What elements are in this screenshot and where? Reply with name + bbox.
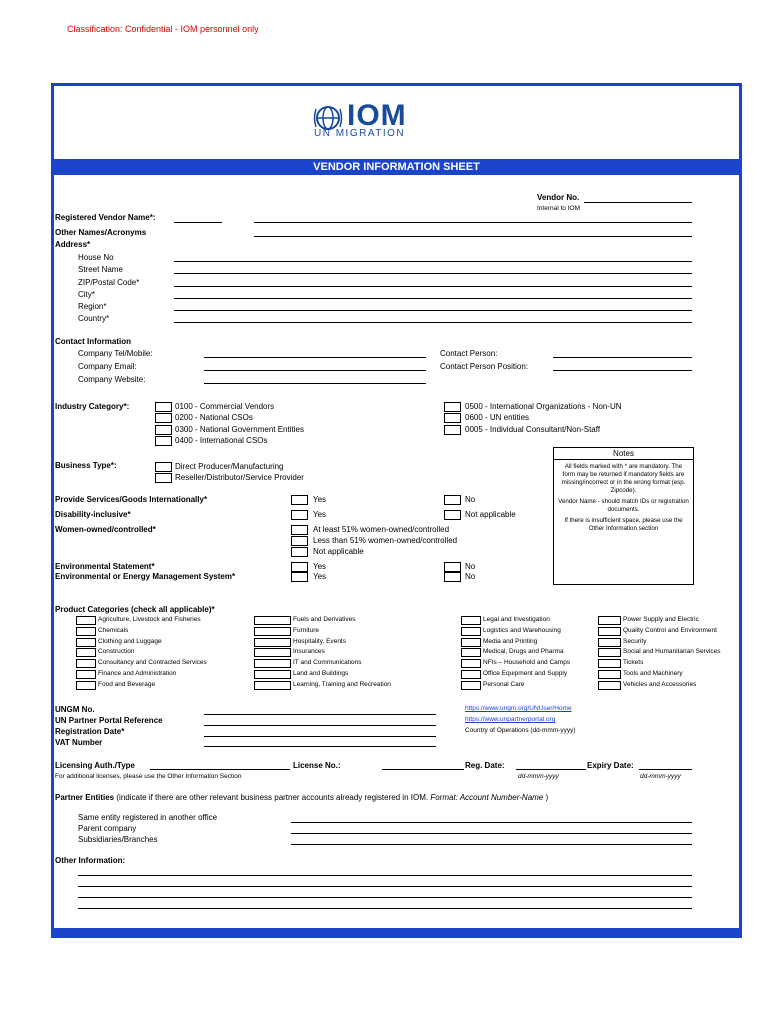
address-region-label: Region* xyxy=(78,302,107,311)
industry-0600-checkbox[interactable] xyxy=(444,413,461,423)
product-label: Land and Buildings xyxy=(293,670,349,677)
address-zip-field[interactable] xyxy=(174,286,692,287)
product-checkbox[interactable] xyxy=(76,659,96,668)
product-checkbox[interactable] xyxy=(461,627,481,636)
company-tel-field[interactable] xyxy=(204,357,426,358)
disability-na-checkbox[interactable] xyxy=(444,510,461,520)
logo-subtitle: UN MIGRATION xyxy=(314,128,406,139)
product-label: Logistics and Warehousing xyxy=(483,627,561,634)
product-checkbox[interactable] xyxy=(461,681,481,690)
product-checkbox[interactable] xyxy=(461,659,481,668)
portal-link[interactable]: https://www.unpartnerportal.org xyxy=(465,716,556,723)
industry-0300-label: 0300 - National Government Entities xyxy=(175,425,304,434)
address-house-label: House No xyxy=(78,253,114,262)
industry-0300-checkbox[interactable] xyxy=(155,425,172,435)
reg-date-field[interactable] xyxy=(204,736,436,737)
industry-0005-checkbox[interactable] xyxy=(444,425,461,435)
industry-0400-label: 0400 - International CSOs xyxy=(175,436,268,445)
partner-entities-text xyxy=(55,793,548,802)
product-checkbox[interactable] xyxy=(461,616,481,625)
company-website-field[interactable] xyxy=(204,383,426,384)
business-producer-label: Direct Producer/Manufacturing xyxy=(175,462,284,471)
product-checkbox[interactable] xyxy=(598,616,621,625)
product-checkbox[interactable] xyxy=(461,648,481,657)
intl-yes-label: Yes xyxy=(313,495,327,504)
partner-entities-format: Format: Account Number-Name xyxy=(430,793,544,802)
company-email-label: Company Email: xyxy=(78,362,137,371)
form-title: VENDOR INFORMATION SHEET xyxy=(54,159,739,175)
notes-mandatory: All fields marked with * are mandatory. The form may be returned if mandatory fields are missing/incorrect or in the wrong format (esp. Zipcode). xyxy=(561,463,686,494)
product-checkbox[interactable] xyxy=(254,638,291,647)
product-label: Clothing and Luggage xyxy=(98,638,162,645)
partner-parent-label: Parent company xyxy=(78,824,137,833)
other-info-line-1[interactable] xyxy=(78,875,692,876)
product-checkbox[interactable] xyxy=(598,670,621,679)
disability-na-label: Not applicable xyxy=(465,510,516,519)
product-label: Hospitality, Events xyxy=(293,638,346,645)
product-label: Quality Control and Environment xyxy=(623,627,717,634)
product-label: Office Equipment and Supply xyxy=(483,670,568,677)
env-statement-yes-label: Yes xyxy=(313,562,327,571)
reg-date-label: Registration Date* xyxy=(55,727,125,736)
product-label: Legal and Investigation xyxy=(483,616,550,623)
women-less51-label: Less than 51% women-owned/controlled xyxy=(313,536,458,545)
other-names-field[interactable] xyxy=(254,236,692,237)
disability-yes-checkbox[interactable] xyxy=(291,510,308,520)
product-label: NFIs – Household and Camps xyxy=(483,659,571,666)
contact-heading: Contact Information xyxy=(55,337,131,346)
expiry-date-label: Expiry Date: xyxy=(587,761,634,770)
footer-bar xyxy=(54,928,739,935)
product-label: Finance and Administration xyxy=(98,670,177,677)
product-checkbox[interactable] xyxy=(254,616,291,625)
product-checkbox[interactable] xyxy=(598,627,621,636)
disability-yes-label: Yes xyxy=(313,510,327,519)
industry-0200-checkbox[interactable] xyxy=(155,413,172,423)
product-checkbox[interactable] xyxy=(76,638,96,647)
product-checkbox[interactable] xyxy=(254,627,291,636)
product-checkbox[interactable] xyxy=(76,616,96,625)
address-street-field[interactable] xyxy=(174,273,692,274)
country-operations-label: Country of Operations (dd-mmm-yyyy) xyxy=(465,727,576,734)
other-info-line-3[interactable] xyxy=(78,897,692,898)
women-na-label: Not applicable xyxy=(313,547,364,556)
product-label: Chemicals xyxy=(98,627,129,634)
product-checkbox[interactable] xyxy=(598,659,621,668)
partner-entities-title: Partner Entities xyxy=(55,793,115,802)
women-na-checkbox[interactable] xyxy=(291,547,308,557)
product-checkbox[interactable] xyxy=(598,648,621,657)
product-checkbox[interactable] xyxy=(76,670,96,679)
expiry-date-format: dd-mmm-yyyy xyxy=(640,773,681,780)
notes-box xyxy=(553,447,694,585)
reg-date-lic-field[interactable] xyxy=(516,769,586,770)
contact-position-label: Contact Person Position: xyxy=(440,362,529,371)
vendor-no-label: Vendor No. xyxy=(537,193,580,202)
contact-person-label: Contact Person: xyxy=(440,349,498,358)
product-checkbox[interactable] xyxy=(461,670,481,679)
company-email-field[interactable] xyxy=(204,370,426,371)
business-type-label: Business Type*: xyxy=(55,461,117,470)
other-info-label: Other Information: xyxy=(55,856,126,865)
env-statement-no-label: No xyxy=(465,562,476,571)
licensing-auth-field[interactable] xyxy=(150,769,290,770)
industry-0400-checkbox[interactable] xyxy=(155,436,172,446)
industry-0500-label: 0500 - International Organizations - Non-UN xyxy=(465,402,622,411)
industry-0500-checkbox[interactable] xyxy=(444,402,461,412)
env-statement-no-checkbox[interactable] xyxy=(444,562,461,572)
product-label: Power Supply and Electric xyxy=(623,616,699,623)
product-checkbox[interactable] xyxy=(254,681,291,690)
address-city-label: City* xyxy=(78,290,95,299)
env-system-no-checkbox[interactable] xyxy=(444,572,461,582)
address-country-label: Country* xyxy=(78,314,110,323)
industry-0100-label: 0100 - Commercial Vendors xyxy=(175,402,275,411)
vat-label: VAT Number xyxy=(55,738,103,747)
product-checkbox[interactable] xyxy=(76,627,96,636)
portal-label: UN Partner Portal Reference xyxy=(55,716,163,725)
partner-entities-close: ) xyxy=(545,793,549,802)
product-checkbox[interactable] xyxy=(598,638,621,647)
product-categories-label: Product Categories (check all applicable)* xyxy=(55,605,215,614)
women-51plus-checkbox[interactable] xyxy=(291,525,308,535)
industry-0100-checkbox[interactable] xyxy=(155,402,172,412)
industry-0200-label: 0200 - National CSOs xyxy=(175,413,253,422)
industry-0600-label: 0600 - UN entities xyxy=(465,413,530,422)
expiry-date-field[interactable] xyxy=(639,769,692,770)
portal-field[interactable] xyxy=(204,725,436,726)
company-tel-label: Company Tel/Mobile: xyxy=(78,349,153,358)
business-producer-checkbox[interactable] xyxy=(155,462,172,472)
intl-no-label: No xyxy=(465,495,476,504)
contact-position-field[interactable] xyxy=(553,370,692,371)
product-label: Tools and Machinery xyxy=(623,670,683,677)
address-house-field[interactable] xyxy=(174,261,692,262)
product-checkbox[interactable] xyxy=(76,681,96,690)
address-region-field[interactable] xyxy=(174,310,692,311)
product-label: Personal Care xyxy=(483,681,525,688)
contact-person-field[interactable] xyxy=(553,357,692,358)
partner-same-entity-label: Same entity registered in another office xyxy=(78,813,218,822)
women-less51-checkbox[interactable] xyxy=(291,536,308,546)
other-names-label: Other Names/Acronyms xyxy=(55,228,147,237)
product-label: Construction xyxy=(98,648,135,655)
partner-subsidiaries-field[interactable] xyxy=(291,844,692,845)
address-zip-label: ZIP/Postal Code* xyxy=(78,278,140,287)
partner-parent-field[interactable] xyxy=(291,833,692,834)
env-system-yes-checkbox[interactable] xyxy=(291,572,308,582)
disability-label: Disability-inclusive* xyxy=(55,510,131,519)
product-label: Fuels and Derivatives xyxy=(293,616,356,623)
product-label: Vehicles and Accessories xyxy=(623,681,697,688)
women-owned-label: Women-owned/controlled* xyxy=(55,525,156,534)
notes-space: If there is insufficient space, please use the Other Information section xyxy=(564,517,683,532)
product-label: Medical, Drugs and Pharma xyxy=(483,648,564,655)
industry-0005-label: 0005 - Individual Consultant/Non-Staff xyxy=(465,425,601,434)
product-label: Agriculture, Livestock and Fisheries xyxy=(98,616,201,623)
reg-date-format: dd-mmm-yyyy xyxy=(518,773,559,780)
classification-label: Classification: Confidential - IOM personnel only xyxy=(67,24,259,34)
env-system-label: Environmental or Energy Management System* xyxy=(55,572,236,581)
product-checkbox[interactable] xyxy=(254,659,291,668)
product-label: Insurances xyxy=(293,648,325,655)
vendor-no-field[interactable] xyxy=(584,202,692,203)
partner-subsidiaries-label: Subsidiaries/Branches xyxy=(78,835,158,844)
product-label: Security xyxy=(623,638,647,645)
partner-entities-desc: (indicate if there are other relevant business partner accounts already registered in IOM. xyxy=(116,793,429,802)
product-label: Learning, Training and Recreation xyxy=(293,681,391,688)
env-system-no-label: No xyxy=(465,572,476,581)
product-checkbox[interactable] xyxy=(461,638,481,647)
address-city-field[interactable] xyxy=(174,298,692,299)
product-label: Food and Beverage xyxy=(98,681,156,688)
notes-vendor-name: Vendor Name - should match IDs or registration documents. xyxy=(558,498,689,513)
other-info-line-2[interactable] xyxy=(78,886,692,887)
vat-field[interactable] xyxy=(204,746,436,747)
env-statement-yes-checkbox[interactable] xyxy=(291,562,308,572)
product-label: Consultancy and Contracted Services xyxy=(98,659,207,666)
registered-name-short-field[interactable] xyxy=(174,222,222,223)
product-checkbox[interactable] xyxy=(598,681,621,690)
ungm-link[interactable]: https://www.ungm.org/UNUser/Home xyxy=(465,705,572,712)
product-checkbox[interactable] xyxy=(254,670,291,679)
product-label: Media and Printing xyxy=(483,638,538,645)
registered-name-label: Registered Vendor Name*: xyxy=(55,213,156,222)
industry-label: Industry Category*: xyxy=(55,402,130,411)
other-info-line-4[interactable] xyxy=(78,908,692,909)
reg-date-lic-label: Reg. Date: xyxy=(465,761,505,770)
business-reseller-checkbox[interactable] xyxy=(155,473,172,483)
vendor-no-note: Internal to IOM xyxy=(537,205,580,212)
address-label: Address* xyxy=(55,240,91,249)
product-label: Furniture xyxy=(293,627,320,634)
women-51plus-label: At least 51% women-owned/controlled xyxy=(313,525,450,534)
ungm-label: UNGM No. xyxy=(55,705,95,714)
license-no-label: License No.: xyxy=(293,761,341,770)
licensing-note: For additional licenses, please use the Other Information Section xyxy=(55,773,242,780)
intl-no-checkbox[interactable] xyxy=(444,495,461,505)
env-system-yes-label: Yes xyxy=(313,572,327,581)
business-reseller-label: Reseller/Distributor/Service Provider xyxy=(175,473,304,482)
product-label: Tickets xyxy=(623,659,644,666)
partner-same-entity-field[interactable] xyxy=(291,822,692,823)
product-checkbox[interactable] xyxy=(76,648,96,657)
intl-label: Provide Services/Goods Internationally* xyxy=(55,495,208,504)
registered-name-field[interactable] xyxy=(254,222,692,223)
intl-yes-checkbox[interactable] xyxy=(291,495,308,505)
address-street-label: Street Name xyxy=(78,265,123,274)
company-website-label: Company Website: xyxy=(78,375,146,384)
ungm-field[interactable] xyxy=(204,714,436,715)
product-label: Social and Humanitarian Services xyxy=(623,648,721,655)
address-country-field[interactable] xyxy=(174,322,692,323)
licensing-auth-label: Licensing Auth./Type xyxy=(55,761,136,770)
product-label: IT and Communications xyxy=(293,659,362,666)
notes-title: Notes xyxy=(554,448,693,460)
env-statement-label: Environmental Statement* xyxy=(55,562,155,571)
license-no-field[interactable] xyxy=(382,769,464,770)
product-checkbox[interactable] xyxy=(254,648,291,657)
logo-name: IOM xyxy=(347,99,407,132)
